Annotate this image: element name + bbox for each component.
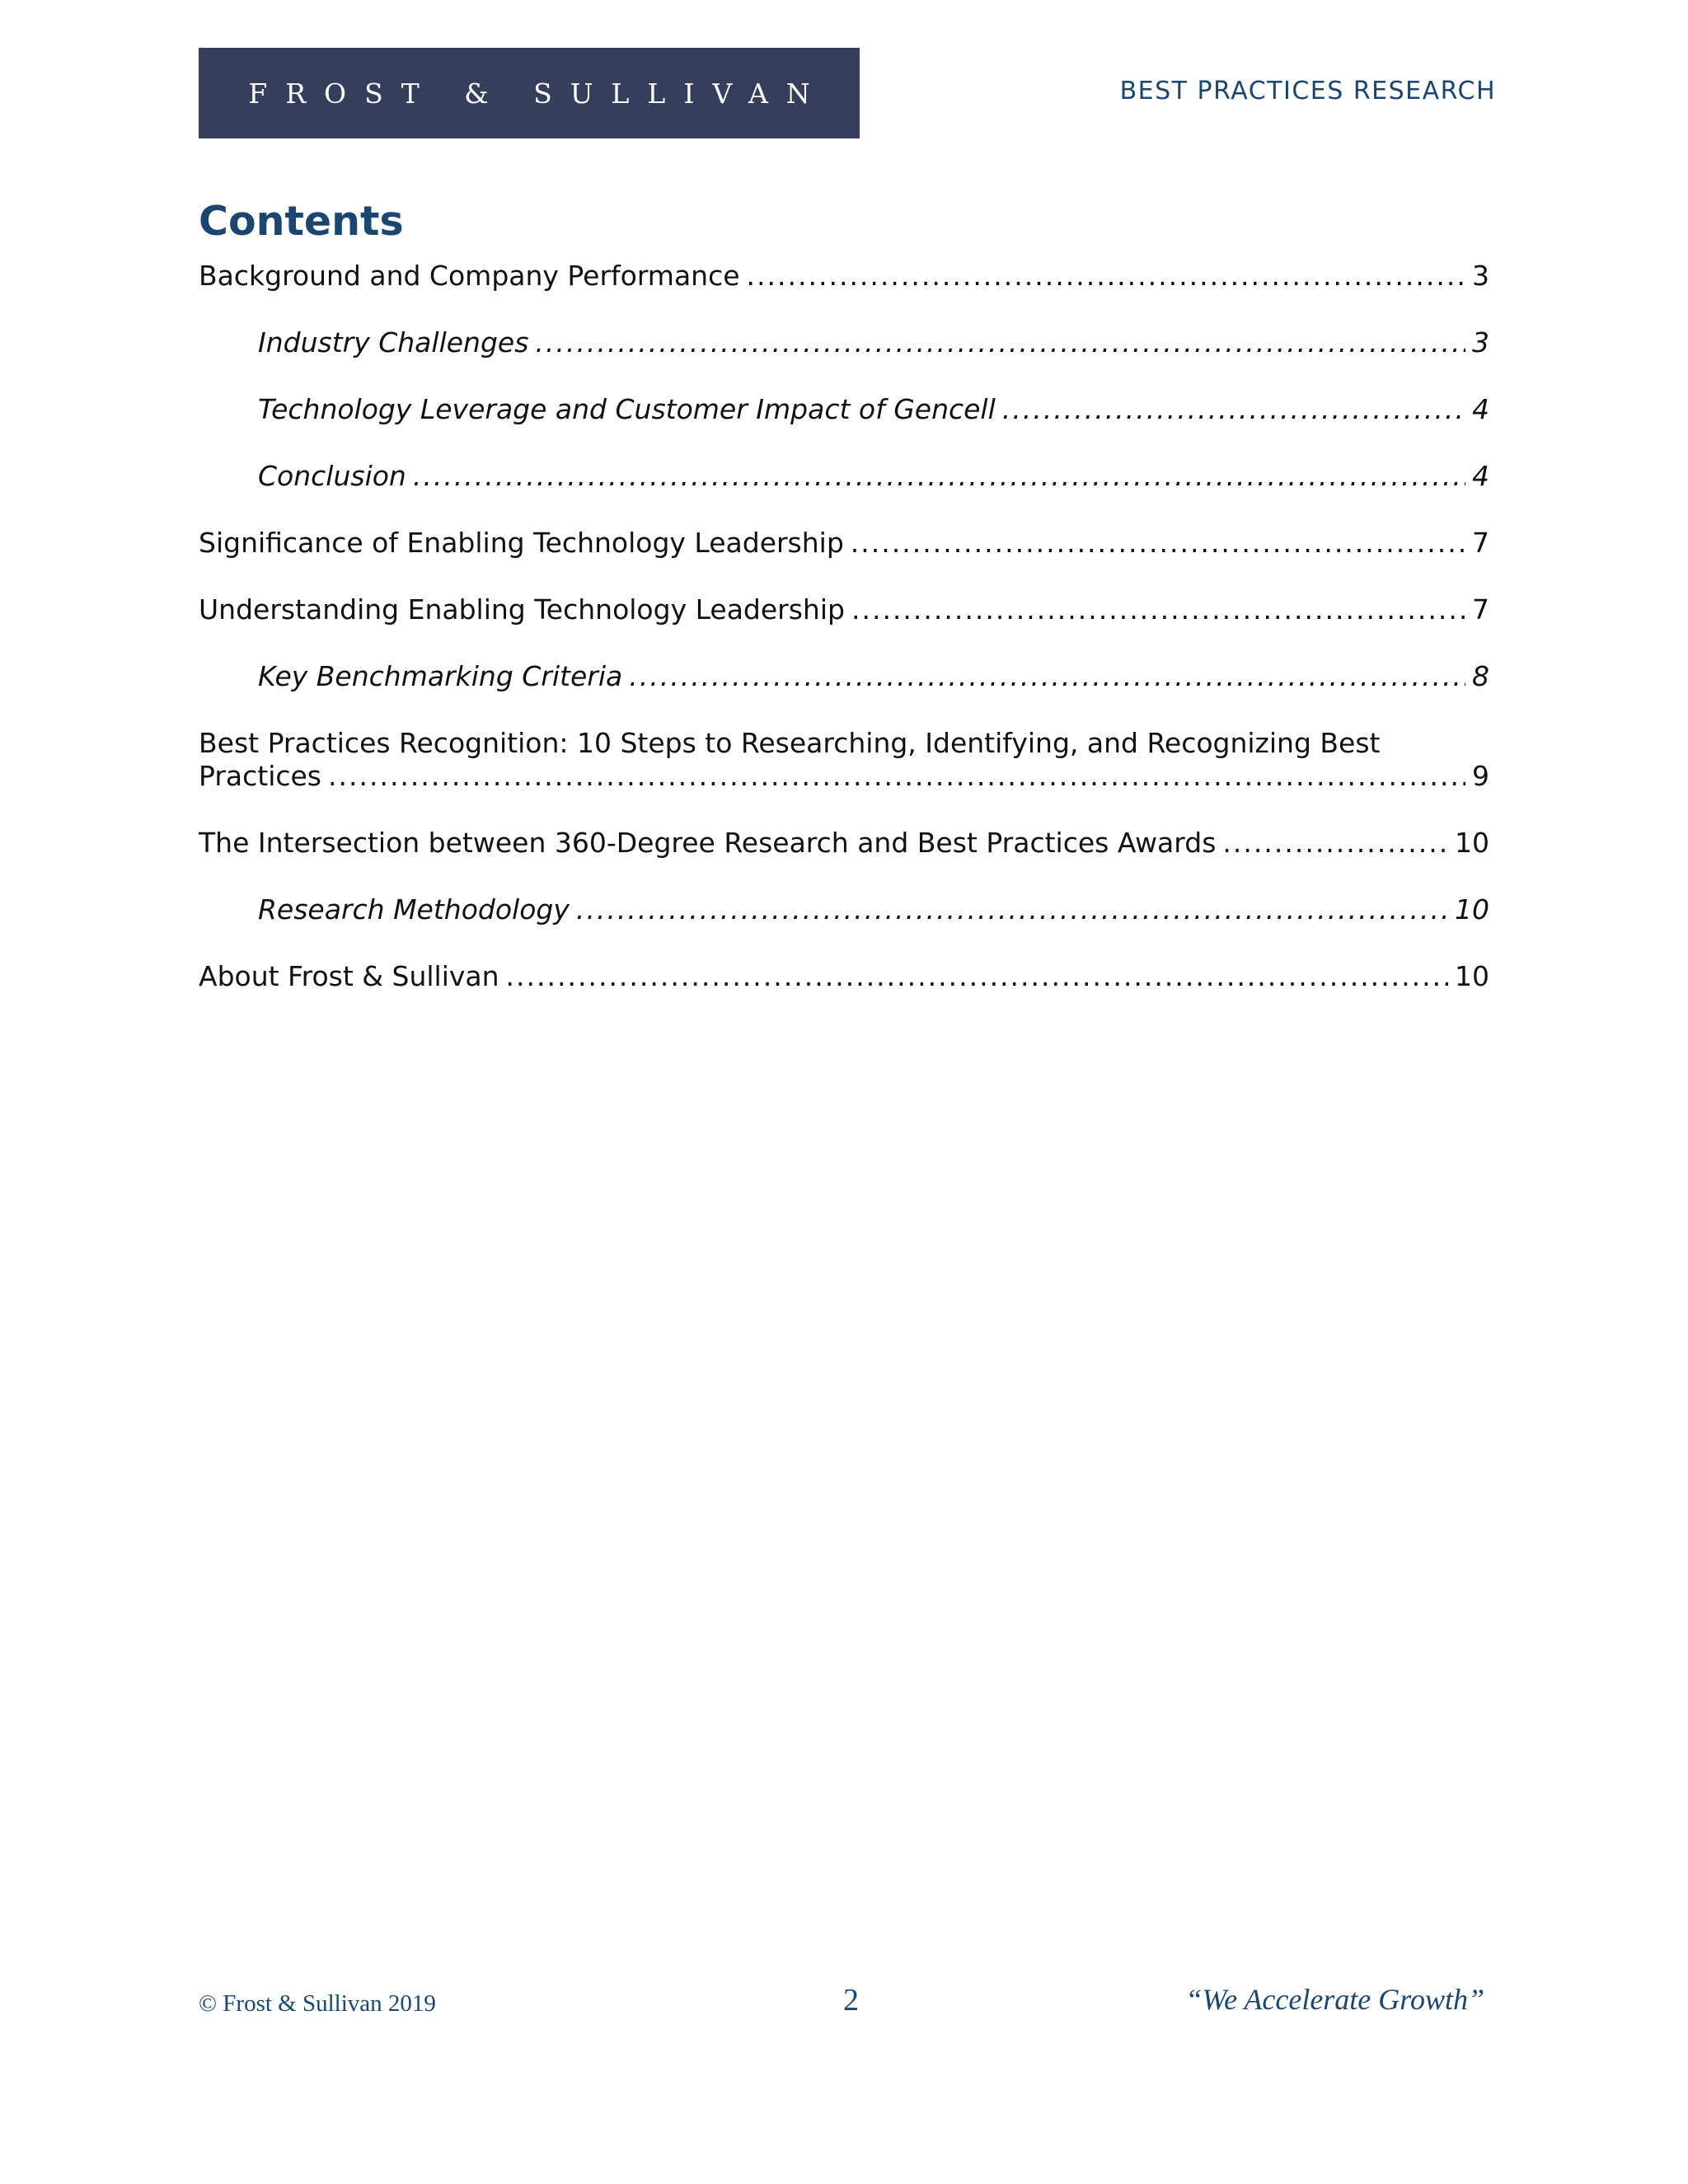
toc-entry-industry-challenges[interactable] [199, 326, 1489, 359]
toc-entry-key-benchmarking[interactable] [199, 660, 1489, 693]
toc-leader-dots [1222, 827, 1448, 860]
toc-title: Contents [199, 198, 404, 245]
toc-leader-dots [535, 326, 1465, 359]
toc-entry-label: Technology Leverage and Customer Impact of Gencell [258, 393, 996, 425]
toc-entry-technology-leverage[interactable] [199, 393, 1489, 426]
toc-entry-page: 10 [1455, 893, 1489, 926]
header-tagline: BEST PRACTICES RESEARCH [1119, 77, 1496, 105]
toc-entry-page: 8 [1472, 660, 1489, 692]
toc-entry-significance[interactable] [199, 527, 1489, 560]
toc-leader-dots [506, 960, 1448, 993]
toc-leader-dots [629, 660, 1465, 693]
toc-entry-research-methodology[interactable] [199, 893, 1489, 926]
toc-entry-page: 10 [1455, 960, 1489, 992]
table-of-contents [199, 260, 1489, 1027]
toc-entry-page: 9 [1472, 760, 1489, 792]
logo-text: FROST & SULLIVAN [248, 77, 828, 110]
footer-slogan: “We Accelerate Growth” [1185, 1983, 1484, 2016]
toc-entry-label: About Frost & Sullivan [199, 960, 499, 992]
toc-entry-page: 10 [1455, 827, 1489, 859]
toc-leader-dots [851, 593, 1465, 626]
toc-entry-label: Industry Challenges [258, 326, 529, 359]
toc-entry-conclusion[interactable] [199, 460, 1489, 493]
footer-page-number: 2 [843, 1983, 859, 2018]
toc-entry-page: 3 [1472, 260, 1489, 292]
toc-entry-label: Key Benchmarking Criteria [258, 660, 623, 692]
footer-copyright: © Frost & Sullivan 2019 [199, 1990, 436, 2017]
toc-entry-page: 4 [1472, 460, 1489, 492]
toc-leader-dots [413, 460, 1465, 493]
toc-entry-best-practices-recognition[interactable] [199, 727, 1489, 793]
toc-entry-about[interactable] [199, 960, 1489, 993]
toc-entry-page: 7 [1472, 593, 1489, 626]
toc-leader-dots [576, 893, 1448, 926]
toc-entry-background[interactable] [199, 260, 1489, 293]
toc-entry-label: Understanding Enabling Technology Leadership [199, 593, 845, 626]
toc-entry-page: 7 [1472, 527, 1489, 559]
toc-entry-label: Background and Company Performance [199, 260, 740, 292]
toc-entry-label-line2: Practices [199, 760, 321, 792]
toc-entry-label: Conclusion [258, 460, 406, 492]
toc-leader-dots [747, 260, 1465, 293]
toc-leader-dots [328, 760, 1465, 793]
toc-entry-page: 4 [1472, 393, 1489, 425]
toc-leader-dots [851, 527, 1465, 560]
toc-entry-label: The Intersection between 360-Degree Research and Best Practices Awards [199, 827, 1217, 859]
toc-entry-page: 3 [1472, 326, 1489, 359]
toc-entry-understanding[interactable] [199, 593, 1489, 626]
toc-entry-label: Research Methodology [258, 893, 570, 926]
toc-entry-intersection[interactable] [199, 827, 1489, 860]
frost-sullivan-logo [199, 48, 860, 138]
toc-leader-dots [1002, 393, 1465, 426]
toc-entry-label-line1: Best Practices Recognition: 10 Steps to Researching, Identifying, and Recognizing Best [199, 727, 1381, 759]
toc-entry-label: Significance of Enabling Technology Leadership [199, 527, 844, 559]
